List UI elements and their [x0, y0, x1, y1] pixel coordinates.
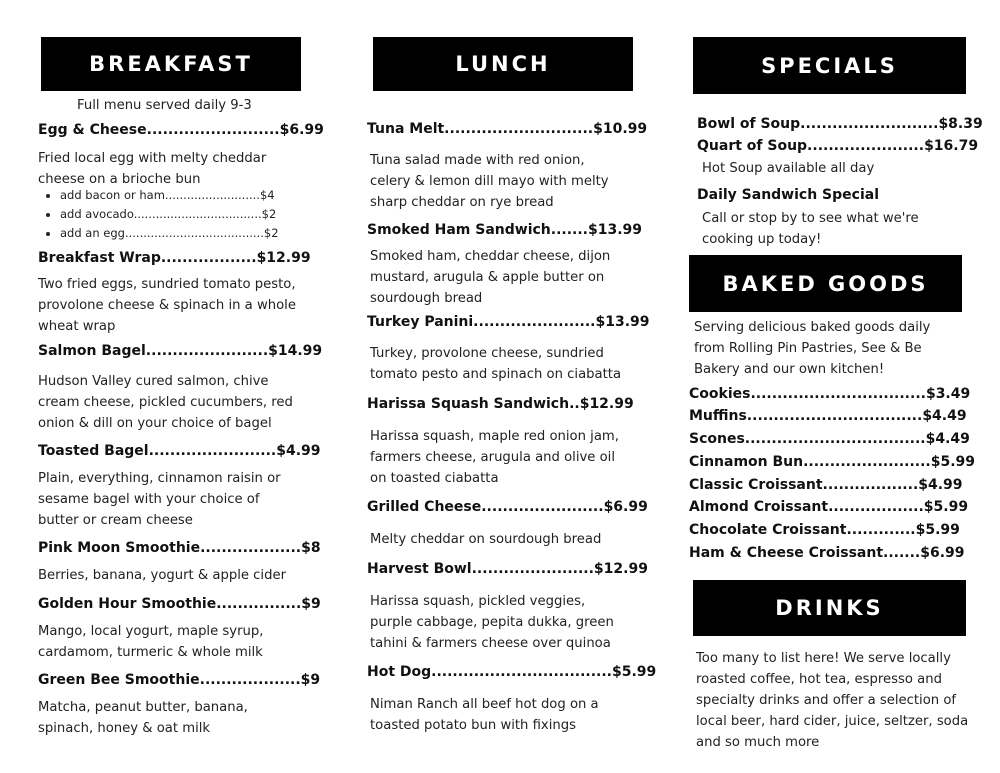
menu-item-pink-moon-smoothie-desc: Berries, banana, yogurt & apple cider — [38, 568, 286, 583]
menu-item-green-bee-smoothie-desc: Matcha, peanut butter, banana, spinach, honey & oat milk — [38, 700, 248, 736]
breakfast-hours-note: Full menu served daily 9-3 — [77, 98, 252, 113]
baked-goods-header — [689, 255, 962, 312]
menu-item-salmon-bagel: Salmon Bagel.......................$14.99 — [38, 343, 323, 359]
baked-item: Cookies.................................$3.49 — [689, 386, 971, 402]
menu-item-harvest-bowl: Harvest Bowl.......................$12.99 — [367, 561, 648, 577]
menu-item-golden-hour-smoothie: Golden Hour Smoothie................$9 — [38, 596, 321, 612]
menu-item-harvest-bowl-desc: Harissa squash, pickled veggies, purple cabbage, pepita dukka, green tahini & farmers cheese over quinoa — [370, 594, 614, 651]
baked-item: Cinnamon Bun........................$5.99 — [689, 454, 976, 470]
baked-item: Almond Croissant..................$5.99 — [689, 499, 969, 515]
menu-item-toasted-bagel: Toasted Bagel........................$4.99 — [38, 443, 321, 459]
breakfast-title: BREAKFAST — [89, 52, 253, 76]
drinks-header — [693, 580, 966, 636]
specials-quart-of-soup: Quart of Soup......................$16.79 — [697, 138, 979, 154]
specials-soup-note: Hot Soup available all day — [702, 161, 875, 176]
specials-daily-sandwich: Daily Sandwich Special — [697, 187, 879, 203]
menu-item-green-bee-smoothie: Green Bee Smoothie...................$9 — [38, 672, 321, 688]
addon-item: • add avocado...................................$2 — [60, 205, 279, 224]
breakfast-header — [41, 37, 301, 91]
menu-item-turkey-panini-desc: Turkey, provolone cheese, sundried tomato pesto and spinach on ciabatta — [370, 346, 622, 382]
drinks-title: DRINKS — [775, 596, 884, 620]
menu-item-egg-cheese: Egg & Cheese.........................$6.99 — [38, 122, 324, 138]
menu-item-toasted-bagel-desc: Plain, everything, cinnamon raisin or sesame bagel with your choice of butter or cream cheese — [38, 471, 281, 528]
addon-item: • add an egg......................................$2 — [60, 224, 279, 243]
menu-item-grilled-cheese-desc: Melty cheddar on sourdough bread — [370, 532, 602, 547]
lunch-title: LUNCH — [455, 52, 551, 76]
menu-item-smoked-ham-sandwich-desc: Smoked ham, cheddar cheese, dijon mustard, arugula & apple butter on sourdough bread — [370, 249, 611, 306]
menu-item-harissa-squash-sandwich: Harissa Squash Sandwich..$12.99 — [367, 396, 634, 412]
baked-item: Chocolate Croissant.............$5.99 — [689, 522, 960, 538]
menu-item-tuna-melt-desc: Tuna salad made with red onion, celery & lemon dill mayo with melty sharp cheddar on rye bread — [370, 153, 609, 210]
baked-item: Ham & Cheese Croissant.......$6.99 — [689, 545, 965, 561]
menu-item-salmon-bagel-desc: Hudson Valley cured salmon, chive cream cheese, pickled cucumbers, red onion & dill on your choice of bagel — [38, 374, 293, 431]
menu-item-breakfast-wrap: Breakfast Wrap..................$12.99 — [38, 250, 311, 266]
baked-item: Classic Croissant..................$4.99 — [689, 477, 963, 493]
menu-item-golden-hour-smoothie-desc: Mango, local yogurt, maple syrup, cardamom, turmeric & whole milk — [38, 624, 264, 660]
addon-list — [40, 186, 279, 243]
menu-item-tuna-melt: Tuna Melt............................$10.99 — [367, 121, 648, 137]
menu-item-breakfast-wrap-desc: Two fried eggs, sundried tomato pesto, provolone cheese & spinach in a whole wheat wrap — [38, 277, 296, 334]
drinks-desc: Too many to list here! We serve locally roasted coffee, hot tea, espresso and specialty drinks and offer a selection of local beer, hard cider, juice, seltzer, soda and so much more — [696, 651, 969, 750]
menu-item-hot-dog: Hot Dog..................................$5.99 — [367, 664, 657, 680]
menu-item-pink-moon-smoothie: Pink Moon Smoothie...................$8 — [38, 540, 321, 556]
menu-item-harissa-squash-sandwich-desc: Harissa squash, maple red onion jam, farmers cheese, arugula and olive oil on toasted ciabatta — [370, 429, 619, 486]
specials-title: SPECIALS — [761, 53, 898, 78]
specials-daily-sandwich-desc: Call or stop by to see what we're cooking up today! — [702, 211, 919, 247]
menu-item-hot-dog-desc: Niman Ranch all beef hot dog on a toasted potato bun with fixings — [370, 697, 599, 733]
baked-item: Muffins.................................$4.49 — [689, 408, 967, 424]
addon-item: • add bacon or ham..........................$4 — [60, 186, 279, 205]
lunch-header — [373, 37, 633, 91]
specials-header — [693, 37, 966, 94]
baked-goods-desc: Serving delicious baked goods daily from Rolling Pin Pastries, See & Be Bakery and our own kitchen! — [694, 320, 931, 377]
baked-item: Scones..................................$4.49 — [689, 431, 970, 447]
menu-item-grilled-cheese: Grilled Cheese.......................$6.99 — [367, 499, 648, 515]
menu-item-egg-cheese-desc: Fried local egg with melty cheddar cheese on a brioche bun — [38, 151, 267, 187]
specials-bowl-of-soup: Bowl of Soup..........................$8.39 — [697, 116, 983, 132]
menu-item-smoked-ham-sandwich: Smoked Ham Sandwich.......$13.99 — [367, 222, 643, 238]
baked-goods-title: BAKED GOODS — [722, 271, 929, 296]
menu-item-turkey-panini: Turkey Panini.......................$13.99 — [367, 314, 650, 330]
